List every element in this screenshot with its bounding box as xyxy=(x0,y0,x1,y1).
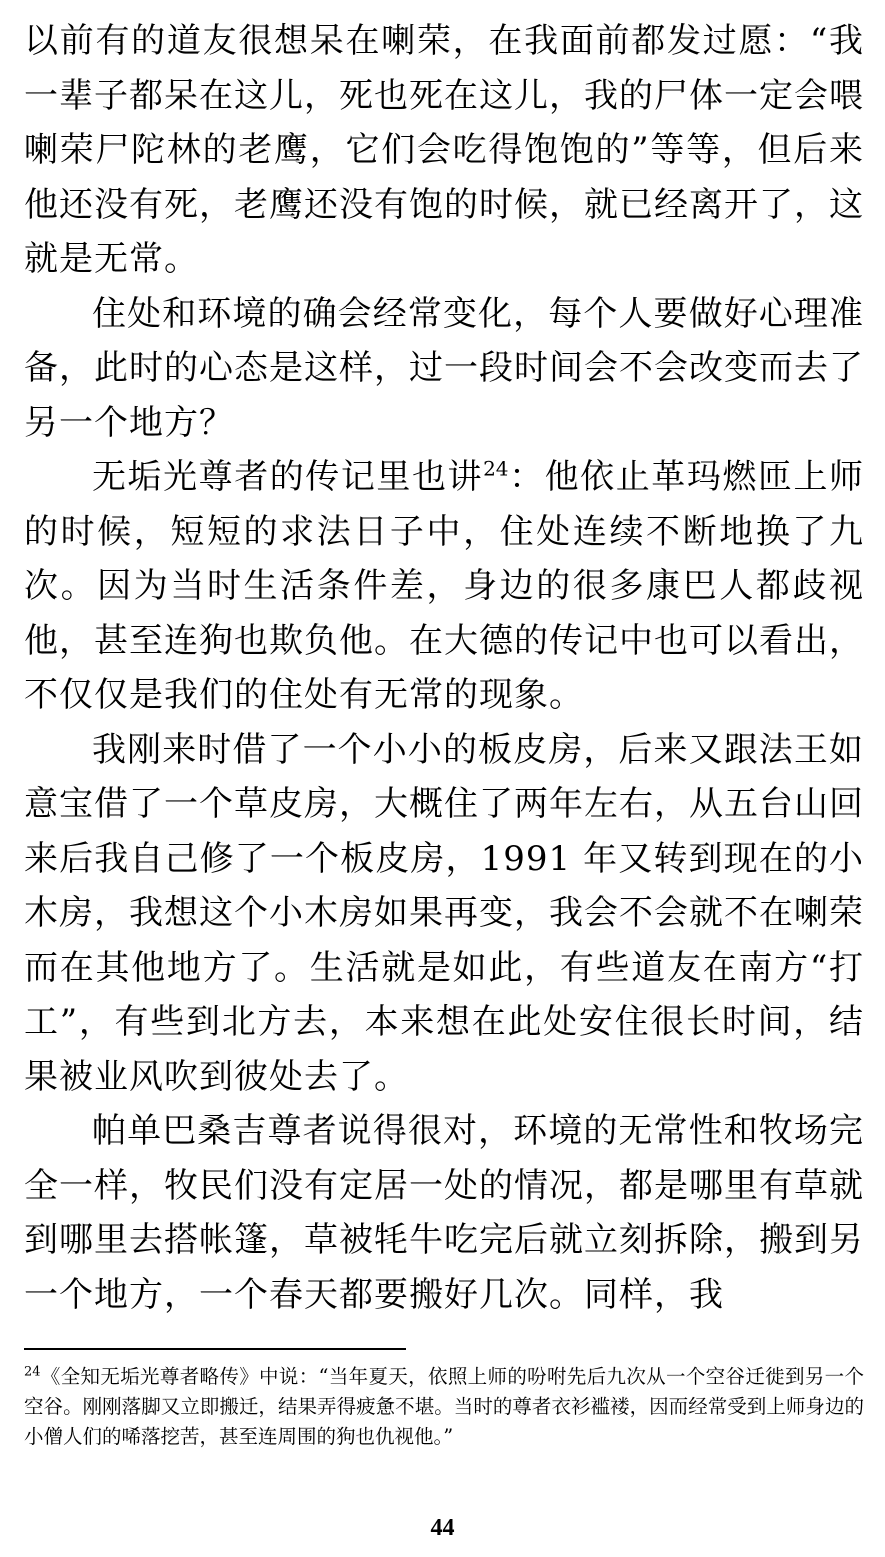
footnote-text: 《全知无垢光尊者略传》中说：“当年夏天，依照上师的吩咐先后九次从一个空谷迁徙到另一个空谷。刚刚落脚又立即搬迁，结果弄得疲惫不堪。当时的尊者衣衫褴褛，因而经常受到上师身边的小僧人们的唏落挖苦，甚至连周围的狗也仇视他。” xyxy=(24,1365,864,1448)
paragraph-3 xyxy=(24,450,864,723)
paragraph-3-rest: ：他依止革玛燃匝上师的时候，短短的求法日子中，住处连续不断地换了九次。因为当时生活条件差，身边的很多康巴人都歧视他，甚至连狗也欺负他。在大德的传记中也可以看出，不仅仅是我们的住处有无常的现象。 xyxy=(24,457,865,715)
paragraph-3-start: 无垢光尊者的传记里也讲 xyxy=(92,457,484,497)
footnote-divider xyxy=(24,1348,406,1350)
main-text xyxy=(24,14,864,1322)
page-number: 44 xyxy=(430,1515,455,1541)
footnote-reference[interactable]: 24 xyxy=(483,456,509,481)
footnote xyxy=(24,1362,864,1452)
paragraph-5: 帕单巴桑吉尊者说得很对，环境的无常性和牧场完全一样，牧民们没有定居一处的情况，都是哪里有草就到哪里去搭帐篷，草被牦牛吃完后就立刻拆除，搬到另一个地方，一个春天都要搬好几次。同样，我 xyxy=(24,1111,864,1315)
footnote-mark: 24 xyxy=(24,1364,41,1380)
paragraph-1: 以前有的道友很想呆在喇荣，在我面前都发过愿：“我一辈子都呆在这儿，死也死在这儿，我的尸体一定会喂喇荣尸陀林的老鹰，它们会吃得饱饱的”等等，但后来他还没有死，老鹰还没有饱的时候，就已经离开了，这就是无常。 xyxy=(24,21,864,279)
paragraph-4: 我刚来时借了一个小小的板皮房，后来又跟法王如意宝借了一个草皮房，大概住了两年左右，从五台山回来后我自己修了一个板皮房，1991 年又转到现在的小木房，我想这个小木房如果再变，我会不会就不在喇荣而在其他地方了。生活就是如此，有些道友在南方“打工”，有些到北方去，本来想在此处安住很长时间，结果被业风吹到彼处去了。 xyxy=(24,729,864,1097)
paragraph-2: 住处和环境的确会经常变化，每个人要做好心理准备，此时的心态是这样，过一段时间会不会改变而去了另一个地方？ xyxy=(24,293,864,443)
